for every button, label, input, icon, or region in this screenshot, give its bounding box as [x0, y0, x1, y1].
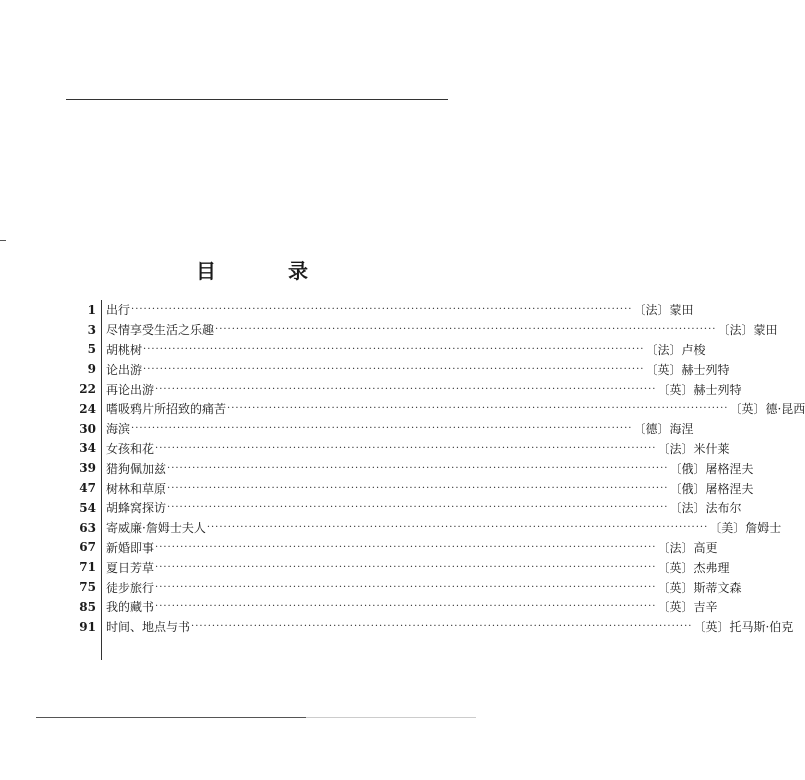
entry-body: [106, 480, 754, 497]
leader-dots: ························································································································: [155, 383, 657, 395]
toc-entry[interactable]: [70, 617, 794, 637]
entry-body: [106, 499, 742, 516]
page-number: 30: [79, 421, 96, 436]
entry-body: [106, 420, 694, 437]
page-number: 67: [79, 540, 96, 555]
entry-author: 〔英〕德·昆西: [729, 402, 805, 417]
entry-author: 〔法〕米什莱: [657, 441, 730, 456]
entry-author: 〔英〕吉辛: [657, 600, 718, 615]
entry-author: 〔英〕赫士列特: [657, 382, 742, 397]
entry-body: [106, 460, 754, 477]
toc-entry[interactable]: [70, 557, 730, 577]
page-number: 63: [79, 520, 96, 535]
entry-title: 猎狗佩加兹: [106, 461, 167, 476]
entry-author: 〔法〕高更: [657, 540, 718, 555]
bottom-rule: [36, 717, 306, 718]
entry-author: 〔英〕杰弗理: [657, 560, 730, 575]
entry-title: 尽情享受生活之乐趣: [106, 323, 215, 338]
page-number: 47: [79, 481, 96, 496]
toc-entry[interactable]: [70, 379, 742, 399]
entry-title: 出行: [106, 303, 131, 318]
entry-author: 〔英〕赫士列特: [645, 362, 730, 377]
entry-author: 〔美〕詹姆士: [709, 521, 782, 536]
entry-title: 新婚即事: [106, 540, 155, 555]
entry-author: 〔俄〕屠格涅夫: [669, 461, 754, 476]
toc-entry[interactable]: [70, 399, 805, 419]
entry-author: 〔法〕法布尔: [669, 501, 742, 516]
leader-dots: ························································································································: [143, 363, 645, 375]
entry-title: 寄威廉·詹姆士夫人: [106, 521, 206, 536]
entry-body: [106, 440, 730, 457]
entry-body: [106, 579, 742, 596]
entry-author: 〔德〕海涅: [633, 422, 694, 437]
entry-body: [106, 321, 778, 338]
bottom-rule-faint: [306, 717, 476, 718]
top-rule: [66, 99, 448, 100]
margin-mark: [0, 240, 6, 241]
entry-author: 〔英〕斯蒂文森: [657, 580, 742, 595]
entry-title: 时间、地点与书: [106, 620, 191, 635]
toc-entry[interactable]: [70, 538, 718, 558]
entry-body: [106, 301, 694, 318]
page-number: 9: [87, 362, 96, 377]
leader-dots: ························································································································: [167, 462, 669, 474]
toc-entry[interactable]: [70, 458, 754, 478]
entry-body: [106, 559, 730, 576]
toc-entry[interactable]: [70, 320, 778, 340]
page-number: 85: [79, 599, 96, 614]
leader-dots: ························································································································: [206, 522, 709, 534]
table-of-contents: [70, 300, 805, 637]
page-number: 91: [79, 619, 96, 634]
entry-author: 〔英〕托马斯·伯克: [693, 620, 794, 635]
leader-dots: ························································································································: [167, 482, 669, 494]
entry-body: [106, 361, 730, 378]
toc-entry[interactable]: [70, 498, 742, 518]
toc-entry[interactable]: [70, 478, 754, 498]
page-number: 5: [87, 342, 96, 357]
entry-title: 胡蜂窝探访: [106, 501, 167, 516]
page-number: 71: [79, 560, 96, 575]
entry-title: 海滨: [106, 422, 131, 437]
entry-title: 女孩和花: [106, 441, 155, 456]
leader-dots: ························································································································: [155, 561, 657, 573]
leader-dots: ························································································································: [155, 601, 657, 613]
leader-dots: ························································································································: [131, 423, 633, 435]
entry-title: 徒步旅行: [106, 580, 155, 595]
leader-dots: ························································································································: [155, 442, 657, 454]
page-number: 34: [79, 441, 96, 456]
page-number: 39: [79, 461, 96, 476]
entry-body: [106, 539, 718, 556]
toc-list: [70, 300, 805, 637]
toc-entry[interactable]: [70, 419, 694, 439]
entry-author: 〔俄〕屠格涅夫: [669, 481, 754, 496]
entry-body: [106, 400, 805, 417]
leader-dots: ························································································································: [227, 403, 729, 415]
entry-title: 再论出游: [106, 382, 155, 397]
entry-title: 树林和草原: [106, 481, 167, 496]
toc-entry[interactable]: [70, 577, 742, 597]
leader-dots: ························································································································: [167, 502, 669, 514]
page-title: 目 录: [196, 259, 334, 283]
page-number: 54: [79, 500, 96, 515]
page-number: 75: [79, 580, 96, 595]
entry-title: 胡桃树: [106, 342, 143, 357]
entry-body: [106, 598, 718, 615]
page-number: 22: [79, 382, 96, 397]
entry-body: [106, 618, 794, 635]
leader-dots: ························································································································: [143, 343, 645, 355]
entry-title: 嗜吸鸦片所招致的痛苦: [106, 402, 227, 417]
entry-body: [106, 519, 782, 536]
entry-title: 论出游: [106, 362, 143, 377]
toc-entry[interactable]: [70, 300, 694, 320]
leader-dots: ························································································································: [191, 621, 693, 633]
page-number: 3: [87, 322, 96, 337]
entry-body: [106, 381, 742, 398]
entry-title: 夏日芳草: [106, 560, 155, 575]
entry-author: 〔法〕卢梭: [645, 342, 706, 357]
leader-dots: ························································································································: [131, 304, 633, 316]
page-number: 24: [79, 401, 96, 416]
entry-author: 〔法〕蒙田: [633, 303, 694, 318]
toc-entry[interactable]: [70, 597, 718, 617]
entry-author: 〔法〕蒙田: [717, 323, 778, 338]
page-number: 1: [87, 302, 96, 317]
toc-entry[interactable]: [70, 340, 706, 360]
entry-body: [106, 341, 706, 358]
toc-entry[interactable]: [70, 359, 730, 379]
entry-title: 我的藏书: [106, 600, 155, 615]
toc-entry[interactable]: [70, 439, 730, 459]
leader-dots: ························································································································: [215, 324, 717, 336]
leader-dots: ························································································································: [155, 541, 657, 553]
toc-entry[interactable]: [70, 518, 782, 538]
leader-dots: ························································································································: [155, 581, 657, 593]
